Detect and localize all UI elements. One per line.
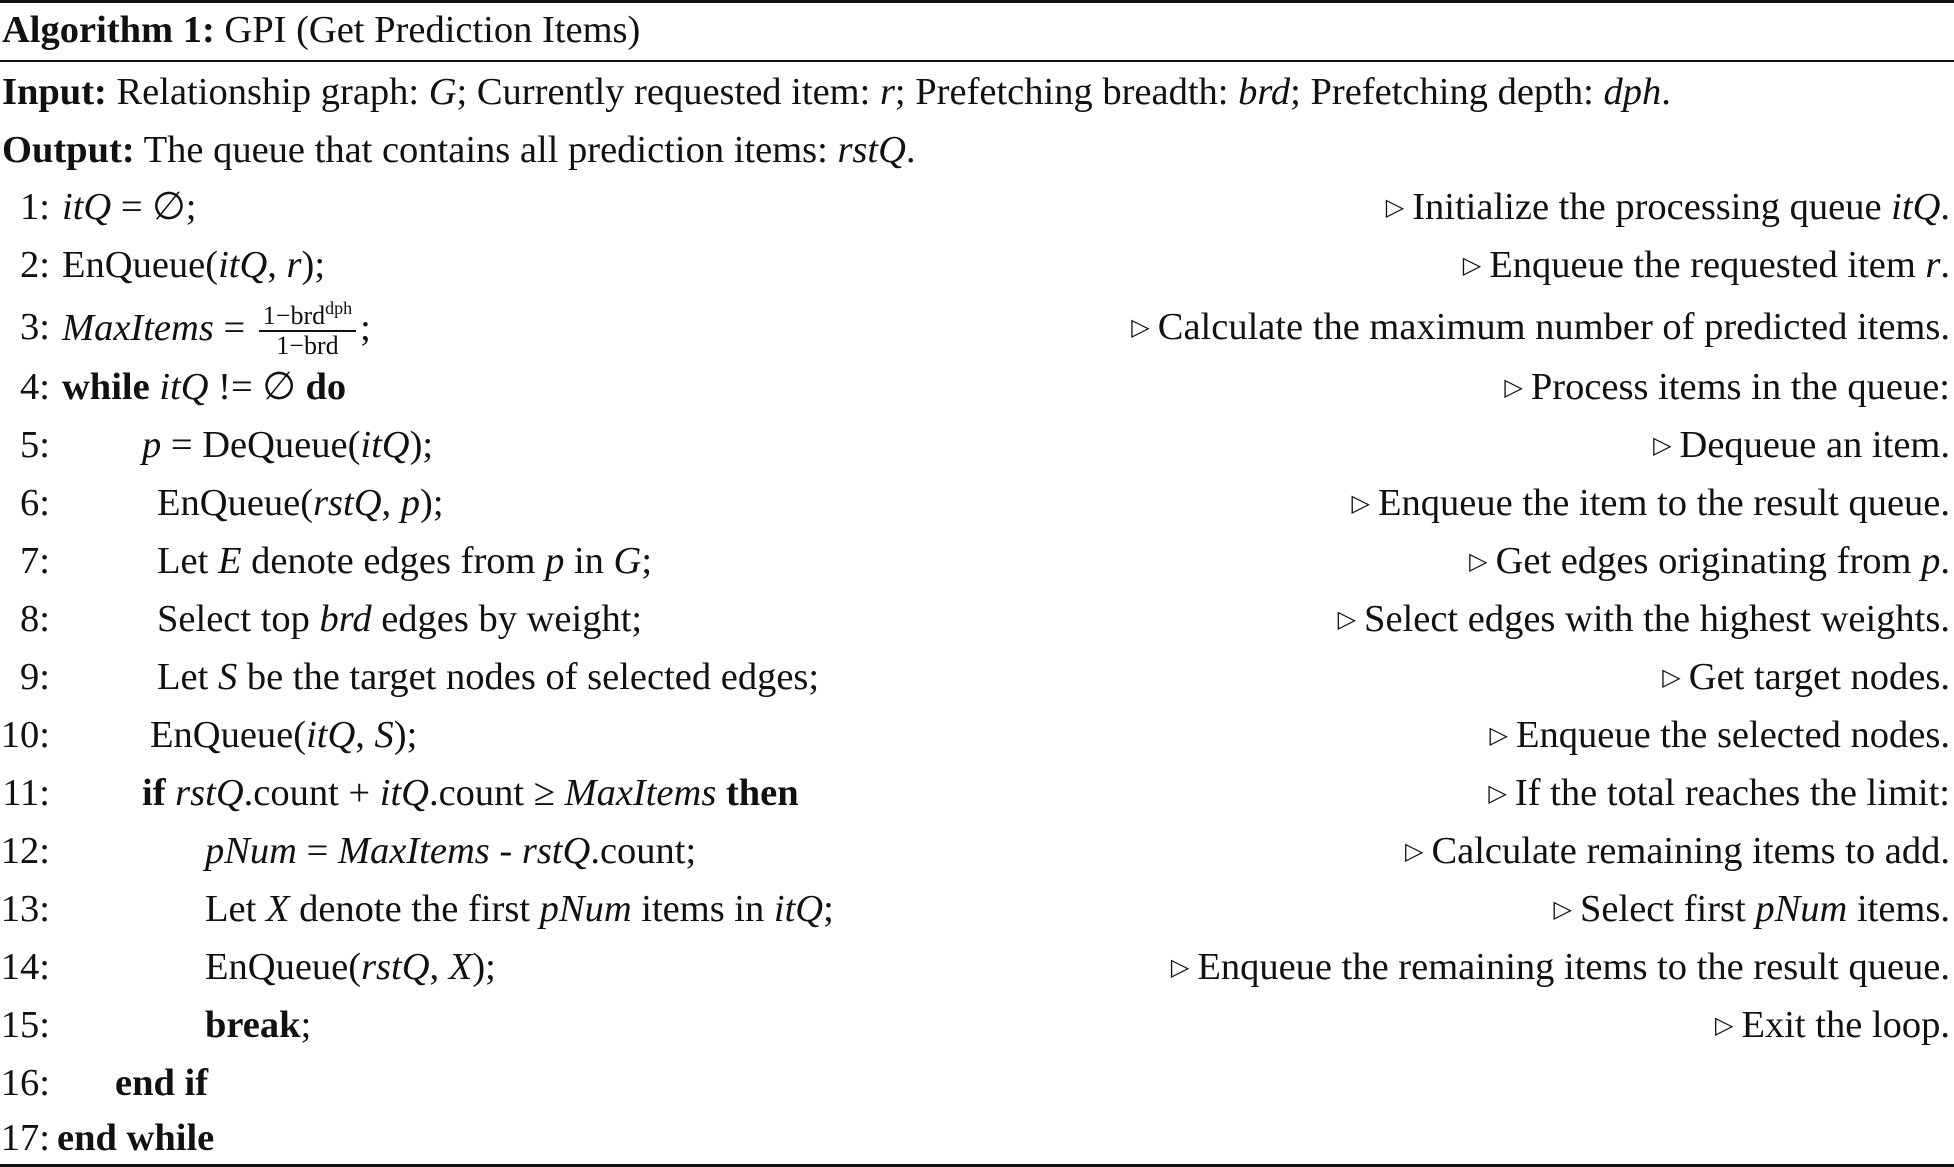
algo-line: [0, 532, 1954, 590]
line-number: 17:: [0, 1117, 50, 1159]
top-rule: [0, 0, 1954, 3]
line-number: 10:: [0, 714, 50, 756]
line-number: 11:: [2, 772, 50, 814]
comment-triangle-icon: ▷: [1489, 721, 1508, 749]
code-text: EnQueue(rstQ, X);: [205, 946, 496, 988]
line-comment: ▷ Calculate remaining items to add.: [1405, 830, 1950, 872]
input-var-dph: dph: [1603, 71, 1662, 113]
algorithm-title: [2, 4, 640, 56]
code-text: p = DeQueue(itQ);: [142, 424, 434, 466]
algo-line: [0, 298, 1954, 360]
algo-line: [0, 1054, 1954, 1112]
code-text: end if: [115, 1062, 209, 1104]
code-text: Let S be the target nodes of selected edges;: [157, 656, 820, 698]
comment-triangle-icon: ▷: [1488, 779, 1507, 807]
comment-triangle-icon: ▷: [1504, 373, 1523, 401]
algo-line: [0, 648, 1954, 706]
input-text: .: [1661, 71, 1671, 113]
line-comment: ▷ Initialize the processing queue itQ.: [1385, 186, 1950, 228]
code-text: pNum = MaxItems - rstQ.count;: [205, 830, 697, 872]
line-number: 2:: [20, 244, 50, 286]
comment-triangle-icon: ▷: [1553, 895, 1572, 923]
input-text: Relationship graph:: [106, 71, 429, 113]
line-number: 6:: [20, 482, 50, 524]
output-label: Output:: [2, 129, 135, 171]
output-text: The queue that contains all prediction items:: [134, 129, 838, 171]
algo-line: [0, 358, 1954, 416]
comment-triangle-icon: ▷: [1715, 1011, 1734, 1039]
algo-line: [0, 996, 1954, 1054]
line-number: 4:: [20, 366, 50, 408]
comment-triangle-icon: ▷: [1405, 837, 1424, 865]
algo-line: [0, 764, 1954, 822]
line-comment: ▷ Select edges with the highest weights.: [1337, 598, 1950, 640]
max-items-fraction: $\frac{1-brd^{dph}}{\text{1−brd}}$: [259, 294, 356, 360]
line-number: 7:: [20, 540, 50, 582]
output-text: .: [905, 129, 916, 171]
line-number: 12:: [0, 830, 50, 872]
line-number: 13:: [0, 888, 50, 930]
input-text: ; Prefetching depth:: [1290, 71, 1604, 113]
code-text: end while: [57, 1117, 215, 1159]
line-number: 15:: [0, 1004, 50, 1046]
algo-line: [0, 1112, 1954, 1164]
output-var-rstq: rstQ: [837, 129, 906, 171]
line-number: 5:: [20, 424, 50, 466]
comment-triangle-icon: ▷: [1351, 489, 1371, 517]
line-number: 14:: [0, 946, 50, 988]
algorithm-label: Algorithm 1:: [2, 9, 215, 51]
line-comment: ▷ Enqueue the selected nodes.: [1489, 714, 1950, 756]
code-text: break;: [205, 1004, 312, 1046]
algo-line: [0, 706, 1954, 764]
comment-triangle-icon: ▷: [1653, 431, 1672, 459]
input-var-brd: brd: [1238, 71, 1291, 113]
algorithm-name: GPI (Get Prediction Items): [214, 9, 641, 51]
code-text: Let E denote edges from p in G;: [157, 540, 653, 582]
code-text: EnQueue(itQ, S);: [150, 714, 418, 756]
line-comment: ▷ Get edges originating from p.: [1469, 540, 1950, 582]
header-rule: [0, 60, 1954, 62]
code-text: itQ = ∅;: [62, 186, 197, 228]
algo-line: [0, 416, 1954, 474]
line-number: 16:: [0, 1062, 50, 1104]
algo-line: [0, 590, 1954, 648]
output-line: [2, 124, 916, 176]
input-text: ; Currently requested item:: [456, 71, 880, 113]
line-number: 1:: [20, 186, 50, 228]
algo-line: [0, 880, 1954, 938]
comment-triangle-icon: ▷: [1131, 313, 1150, 341]
line-number: 3:: [20, 306, 50, 348]
input-line: [2, 66, 1671, 118]
comment-triangle-icon: ▷: [1462, 251, 1482, 279]
line-comment: ▷ Enqueue the requested item r.: [1462, 244, 1950, 286]
code-text: MaxItems = $\frac{1-brd^{dph}}{\text{1−brd}}$ ;: [62, 298, 371, 364]
code-text: if rstQ.count + itQ.count ≥ MaxItems then: [142, 772, 799, 814]
algo-line: [0, 178, 1954, 236]
input-text: ; Prefetching breadth:: [894, 71, 1239, 113]
line-comment: ▷ Enqueue the remaining items to the result queue.: [1170, 946, 1950, 988]
code-text: Select top brd edges by weight;: [157, 598, 643, 640]
algo-line: [0, 474, 1954, 532]
comment-triangle-icon: ▷: [1385, 193, 1405, 221]
algo-line: [0, 822, 1954, 880]
code-text: EnQueue(rstQ, p);: [157, 482, 444, 524]
algo-line: [0, 236, 1954, 294]
code-text: while itQ != ∅ do: [62, 366, 347, 408]
code-text: EnQueue(itQ, r);: [62, 244, 326, 286]
input-var-g: G: [428, 71, 457, 113]
line-comment: ▷ If the total reaches the limit:: [1488, 772, 1950, 814]
line-comment: ▷ Enqueue the item to the result queue.: [1351, 482, 1950, 524]
input-label: Input:: [2, 71, 107, 113]
algo-line: [0, 938, 1954, 996]
comment-triangle-icon: ▷: [1662, 663, 1681, 691]
line-comment: ▷ Dequeue an item.: [1653, 424, 1950, 466]
line-number: 9:: [20, 656, 50, 698]
line-number: 8:: [20, 598, 50, 640]
line-comment: ▷ Exit the loop.: [1715, 1004, 1950, 1046]
comment-triangle-icon: ▷: [1337, 605, 1357, 633]
comment-triangle-icon: ▷: [1170, 953, 1190, 981]
comment-triangle-icon: ▷: [1469, 547, 1488, 575]
code-text: Let X denote the first pNum items in itQ;: [205, 888, 834, 930]
line-comment: ▷ Get target nodes.: [1662, 656, 1950, 698]
input-var-r: r: [879, 71, 895, 113]
line-comment: ▷ Calculate the maximum number of predicted items.: [1131, 306, 1950, 348]
line-comment: ▷ Select first pNum items.: [1553, 888, 1950, 930]
line-comment: ▷ Process items in the queue:: [1504, 366, 1950, 408]
